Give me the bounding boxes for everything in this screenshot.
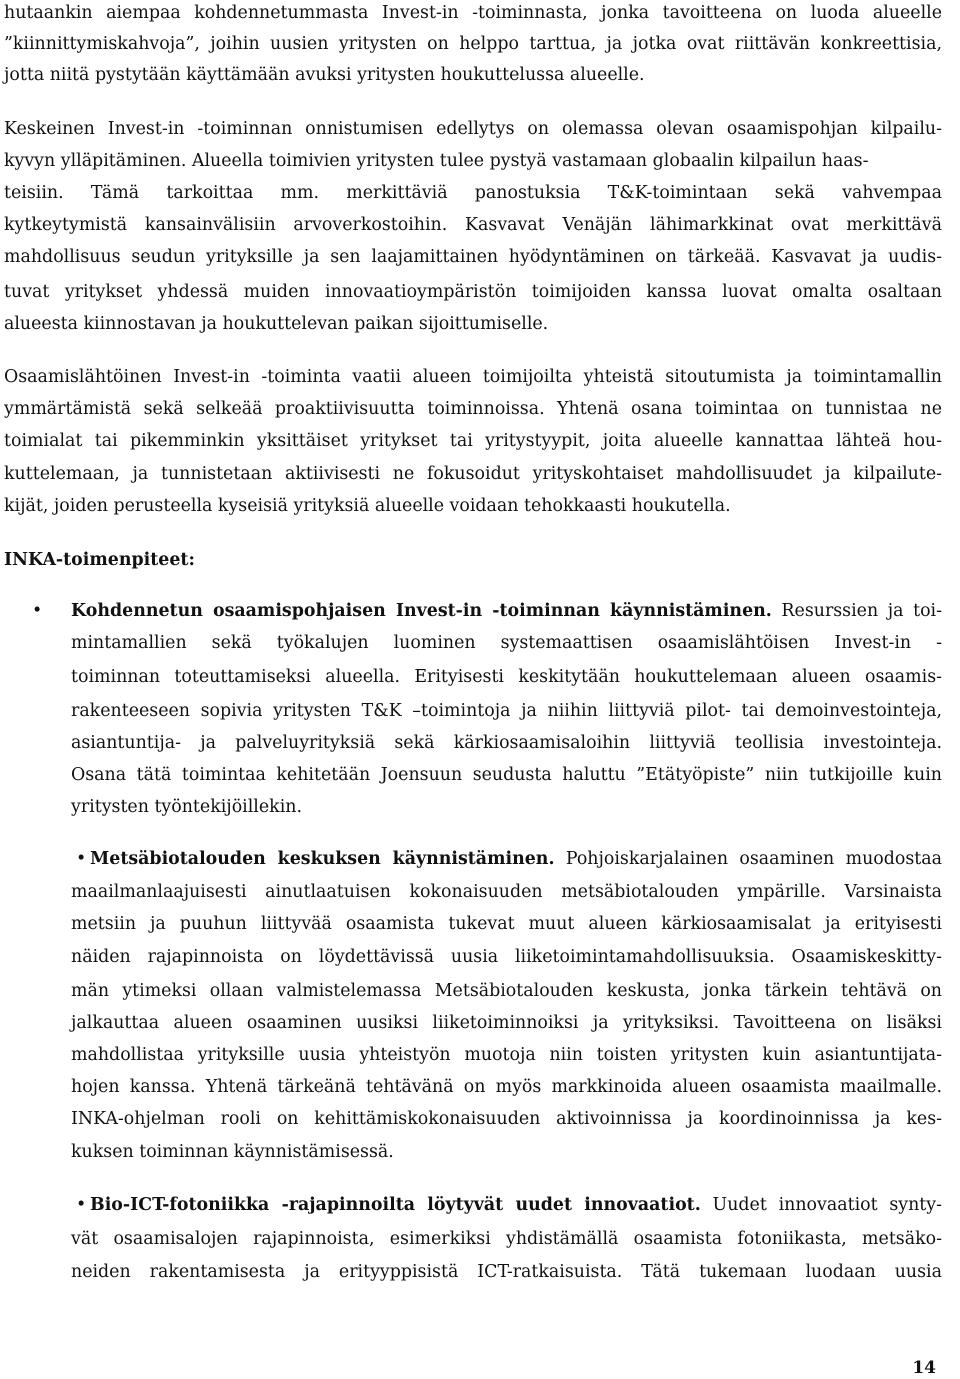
bullet-1-line-3: toiminnan toteuttamiseksi alueella. Erityisesti keskitytään houkuttelemaan alueen osaamis- xyxy=(71,667,942,687)
section-heading: INKA-toimenpiteet: xyxy=(4,550,195,570)
paragraph-2-line-7: alueesta kiinnostavan ja houkuttelevan paikan sijoittumiselle. xyxy=(4,314,549,334)
bullet-2-line-2: maailmanlaajuisesti ainutlaatuisen kokonaisuuden metsäbiotalouden ympärille. Varsinaista xyxy=(71,882,942,902)
paragraph-3-line-3: toimialat tai pikemminkin yksittäiset yritykset tai yritystyypit, joita alueelle kannattaa lähteä hou- xyxy=(4,431,942,451)
bullet-2-marker: • xyxy=(76,849,87,869)
bullet-1-line-5: asiantuntija- ja palveluyrityksiä sekä kärkiosaamisaloihin liittyviä teollisia investointeja. xyxy=(71,733,942,753)
bullet-2-line-8: hojen kanssa. Yhtenä tärkeänä tehtävänä on myös markkinoida alueen osaamista maailmalle. xyxy=(71,1077,942,1097)
bullet-1-first-line xyxy=(71,600,942,622)
bullet-1-line-7: yritysten työntekijöillekin. xyxy=(71,797,302,817)
bullet-1-line-4: rakenteeseen sopivia yritysten T&K –toimintoja ja niihin liittyviä pilot- tai demoinvestointeja, xyxy=(71,701,942,721)
bullet-3-title: Bio-ICT-fotoniikka -rajapinnoilta löytyvät uudet innovaatiot. xyxy=(90,1195,701,1215)
bullet-2-line-9: INKA-ohjelman rooli on kehittämiskokonaisuuden aktivoinnissa ja koordinoinnissa ja kes- xyxy=(71,1109,942,1129)
paragraph-3-line-5: kijät, joiden perusteella kyseisiä yrityksiä alueelle voidaan tehokkaasti houkutella. xyxy=(4,496,731,516)
bullet-1-first-rest: Resurssien ja toi- xyxy=(771,601,942,621)
bullet-1-marker: • xyxy=(32,601,43,621)
bullet-3-line-2: vät osaamisalojen rajapinnoista, esimerkiksi yhdistämällä osaamista fotoniikasta, metsäko- xyxy=(71,1229,942,1249)
paragraph-3-line-2: ymmärtämistä sekä selkeää proaktiivisuutta toiminnoissa. Yhtenä osana toimintaa on tunnistaa ne xyxy=(4,399,942,419)
bullet-1-title: Kohdennetun osaamispohjaisen Invest-in -toiminnan käynnistäminen. xyxy=(71,601,772,621)
bullet-2-line-4: näiden rajapinnoista on löydettävissä uusia liiketoimintamahdollisuuksia. Osaamiskeskitty- xyxy=(71,947,942,967)
paragraph-1-line-2: ”kiinnittymiskahvoja”, joihin uusien yritysten on helppo tarttua, ja jotka ovat riittävän konkreettisia, xyxy=(4,34,942,54)
paragraph-2-line-6: tuvat yritykset yhdessä muiden innovaatioympäristön toimijoiden kanssa luovat omalta osaltaan xyxy=(4,282,942,302)
paragraph-2-line-4: kytkeytymistä kansainvälisiin arvoverkostoihin. Kasvavat Venäjän lähimarkkinat ovat merkittävä xyxy=(4,215,942,235)
bullet-3-first-rest: Uudet innovaatiot synty- xyxy=(700,1195,942,1215)
bullet-2-line-3: metsiin ja puuhun liittyvää osaamista tukevat muut alueen kärkiosaamisalat ja erityisesti xyxy=(71,914,942,934)
paragraph-3-line-4: kuttelemaan, ja tunnistetaan aktiivisesti ne fokusoidut yrityskohtaiset mahdollisuudet ja kilpailute- xyxy=(4,464,942,484)
paragraph-2-line-3: teisiin. Tämä tarkoittaa mm. merkittäviä panostuksia T&K-toimintaan sekä vahvempaa xyxy=(4,183,942,203)
bullet-2-title: Metsäbiotalouden keskuksen käynnistäminen. xyxy=(90,849,555,869)
bullet-3-first-line xyxy=(90,1194,942,1216)
bullet-1-line-2: mintamallien sekä työkalujen luominen systemaattisen osaamislähtöisen Invest-in - xyxy=(71,633,942,653)
paragraph-2-line-5: mahdollisuus seudun yrityksille ja sen laajamittainen hyödyntäminen on tärkeää. Kasvavat ja uudis- xyxy=(4,247,942,267)
bullet-3-marker: • xyxy=(76,1195,87,1215)
page-number: 14 xyxy=(912,1358,936,1378)
bullet-3-line-3: neiden rakentamisesta ja erityyppisistä ICT-ratkaisuista. Tätä tukemaan luodaan uusia xyxy=(71,1262,942,1282)
bullet-2-first-line xyxy=(90,848,942,870)
bullet-2-first-rest: Pohjoiskarjalainen osaaminen muodostaa xyxy=(554,849,942,869)
paragraph-2-line-1: Keskeinen Invest-in -toiminnan onnistumisen edellytys on olemassa olevan osaamispohjan kilpailu- xyxy=(4,119,942,139)
bullet-2-line-5: män ytimeksi ollaan valmistelemassa Metsäbiotalouden keskusta, jonka tärkein tehtävä on xyxy=(71,981,942,1001)
bullet-1-line-6: Osana tätä toimintaa kehitetään Joensuun seudusta haluttu ”Etätyöpiste” niin tutkijoille kuin xyxy=(71,765,942,785)
paragraph-3-line-1: Osaamislähtöinen Invest-in -toiminta vaatii alueen toimijoilta yhteistä sitoutumista ja toimintamallin xyxy=(4,367,942,387)
bullet-2-line-6: jalkauttaa alueen osaaminen uusiksi liiketoiminnoiksi ja yrityksiksi. Tavoitteena on lisäksi xyxy=(71,1013,942,1033)
paragraph-2-line-2: kyvyn ylläpitäminen. Alueella toimivien yritysten tulee pystyä vastamaan globaalin kilpailun haas- xyxy=(4,151,869,171)
bullet-2-line-7: mahdollistaa yrityksille uusia yhteistyön muotoja niin toisten yritysten kuin asiantuntijata- xyxy=(71,1045,942,1065)
bullet-2-line-10: kuksen toiminnan käynnistämisessä. xyxy=(71,1142,394,1162)
paragraph-1-line-1: hutaankin aiempaa kohdennetummasta Invest-in -toiminnasta, jonka tavoitteena on luoda alueelle xyxy=(4,3,942,23)
paragraph-1-line-3: jotta niitä pystytään käyttämään avuksi yritysten houkuttelussa alueelle. xyxy=(4,65,645,85)
